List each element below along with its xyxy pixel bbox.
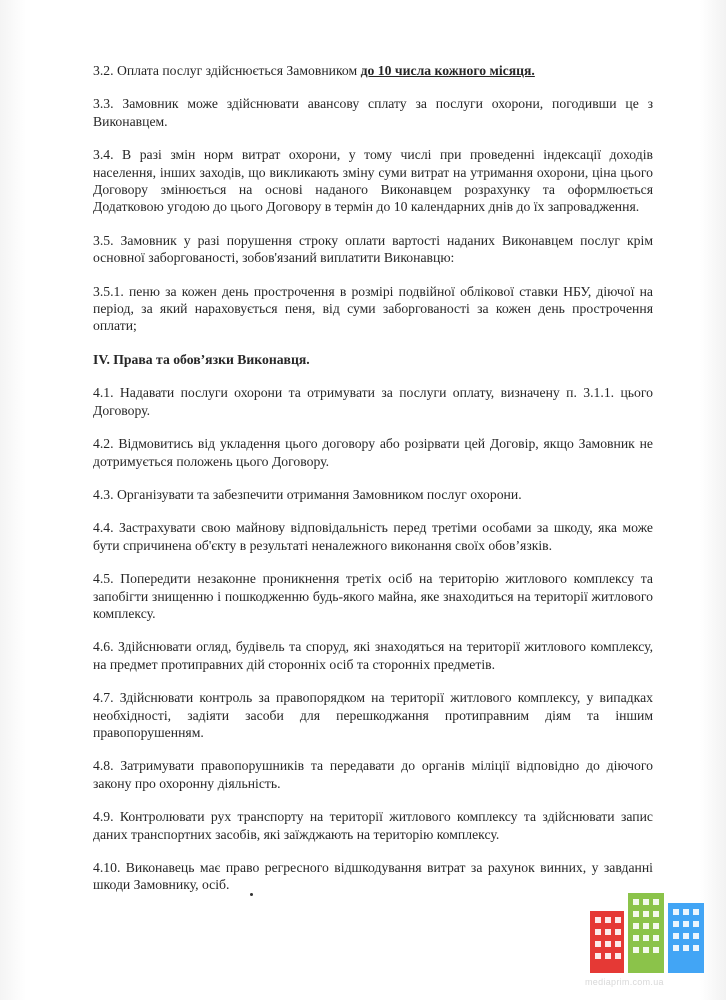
stray-ink-dot — [250, 893, 253, 896]
paragraph-4-6: 4.6. Здійснювати огляд, будівель та споруд, які знаходяться на території житлового комплексу, на предмет протиправних дій сторонніх осіб та сторонніх предметів. — [93, 639, 653, 672]
paragraph-4-2: 4.2. Відмовитись від укладення цього договору або розірвати цей Договір, якщо Замовник не дотримується положень цього Договору. — [93, 436, 653, 469]
site-watermark: mediaprim.com.ua — [585, 977, 664, 987]
paragraph-4-4: 4.4. Застрахувати свою майнову відповідальність перед третіми особами за шкоду, яка може бути спричинена об'єкту в результаті неналежного виконання своїх обов’язків. — [93, 520, 653, 553]
paragraph-4-1: 4.1. Надавати послуги охорони та отримувати за послуги оплату, визначену п. 3.1.1. цього Договору. — [93, 385, 653, 418]
paragraph-3-5: 3.5. Замовник у разі порушення строку оплати вартості наданих Виконавцем послуг крім основної заборгованості, зобов'язаний виплатити Виконавцю: — [93, 232, 653, 266]
paragraph-3-5-1: 3.5.1. пеню за кожен день прострочення в розмірі подвійної облікової ставки НБУ, діючої на період, за який нараховується пеня, від суми заборгованості за кожен день прострочення оплати; — [93, 283, 653, 334]
paragraph-3-2 — [93, 62, 653, 79]
paragraph-4-3: 4.3. Організувати та забезпечити отримання Замовником послуг охорони. — [93, 486, 522, 502]
city-buildings-logo-icon — [588, 893, 706, 973]
paragraph-4-9: 4.9. Контролювати рух транспорту на території житлового комплексу та здійснювати запис даних транспортних засобів, які заїжджають на територію комплексу. — [93, 809, 653, 842]
paragraph-3-4: 3.4. В разі змін норм витрат охорони, у тому числі при проведенні індексації доходів населення, інших заходів, що викликають зміну суми витрат на утримання охорони, ціна цього Договору змінюється на основі наданого Виконавцем розрахунку та оформлюється Додатковою угодою до цього Договору в термін до 10 календарних днів до їх запровадження. — [93, 147, 653, 215]
paragraph-4-8: 4.8. Затримувати правопорушників та передавати до органів міліції відповідно до діючого закону про охоронну діяльність. — [93, 758, 653, 791]
section-iv-heading: IV. Права та обов’язки Виконавця. — [93, 351, 310, 367]
paragraph-4-7: 4.7. Здійснювати контроль за правопорядком на території житлового комплексу, у випадках необхідності, задіяти засоби для перешкоджання протиправним діям та іншим правопорушенням. — [93, 690, 653, 740]
paragraph-4-10: 4.10. Виконавець має право регресного відшкодування витрат за рахунок винних, у завданні шкоди Замовнику, осіб. — [93, 860, 653, 893]
paragraph-4-5: 4.5. Попередити незаконне проникнення третіх осіб на територію житлового комплексу та запобігти знищенню і пошкодженню будь-якого майна, яке знаходиться на території житлового комплексу. — [93, 571, 653, 621]
paragraph-3-3: 3.3. Замовник може здійснювати авансову сплату за послуги охорони, погодивши це з Виконавцем. — [93, 96, 653, 129]
payment-deadline-emphasis: до 10 числа кожного місяця. — [360, 63, 535, 78]
paragraph-3-2-text: 3.2. Оплата послуг здійснюється Замовником — [93, 63, 361, 78]
document-body — [93, 62, 653, 910]
